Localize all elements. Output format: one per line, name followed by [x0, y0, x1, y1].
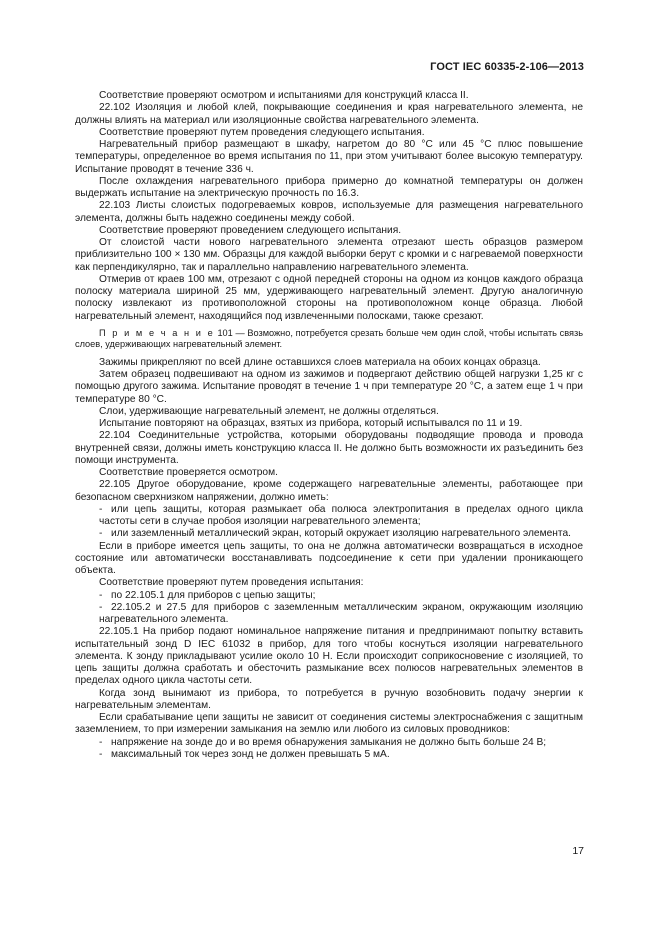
paragraph: Соответствие проверяют путем проведения следующего испытания. [99, 126, 425, 138]
dash-marker: - [99, 748, 103, 760]
dash-marker: - [99, 601, 103, 613]
list-item [75, 590, 583, 602]
list-item-text: напряжение на зонде до и во время обнаружения замыкания не должно быть больше 24 В; [111, 736, 547, 748]
list-item [75, 602, 583, 627]
list-item-text: или цепь защиты, которая размыкает оба полюса электропитания в пределах одного цикла частоты сети в случае пробоя изоляции нагревательного элемента; [99, 503, 583, 527]
paragraph: Отмерив от краев 100 мм, отрезают с одной передней стороны на одном из концов каждого образца полоску материала шириной 25 мм, удерживающего нагревательный элемент. Другую аналогичную полоску извлекают из противоположной стороны на противоположном конце образца. Любой нагревательный элемент, находящийся под извлеченными полосками, также срезают. [75, 273, 583, 322]
list-item-text: по 22.105.1 для приборов с цепью защиты; [111, 589, 316, 601]
list-item [75, 528, 583, 540]
paragraph: Затем образец подвешивают на одном из зажимов и подвергают действию общей нагрузки 1,25 кг с помощью другого зажима. Испытание проводят в течение 1 ч при температуре 20 °С, а затем еще 1 ч при температуре 80 °С. [75, 369, 583, 405]
paragraph: Если срабатывание цепи защиты не зависит от соединения системы электроснабжения с защитным заземлением, то при измерении замыкания на землю или любого из силовых проводников: [75, 712, 583, 736]
dash-marker: - [99, 736, 103, 748]
document-header: ГОСТ IEC 60335-2-106—2013 [430, 61, 584, 73]
paragraph: От слоистой части нового нагревательного элемента отрезают шесть образцов размером приблизительно 100 × 130 мм. Образцы для каждой выборки берут с кромки и с нагреваемой поверхности как перпендикулярно, так и параллельно направлению нагревательного элемента. [75, 237, 583, 273]
paragraph: 22.105 Другое оборудование, кроме содержащего нагревательные элементы, работающее при безопасном сверхнизком напряжении, должно иметь: [75, 479, 583, 503]
paragraph: 22.103 Листы слоистых подогреваемых ковров, используемые для размещения нагревательного элемента, должны быть надежно соединены между собой. [75, 200, 583, 224]
paragraph: Слои, удерживающие нагревательный элемент, не должны отделяться. [99, 405, 439, 417]
page-number: 17 [572, 845, 584, 857]
paragraph: Соответствие проверяется осмотром. [99, 467, 278, 478]
paragraph: Когда зонд вынимают из прибора, то потребуется в ручную возобновить подачу энергии к нагревательным элементам. [75, 687, 583, 711]
list-item-text: 22.105.2 и 27.5 для приборов с заземленным металлическим экраном, окружающим изоляцию нагревательного элемента. [99, 601, 583, 625]
paragraph: Если в приборе имеется цепь защиты, то она не должна автоматически возвращаться в исходное состояние или автоматически восстанавливать подсоединение к сети при удалении проникающего объекта. [75, 540, 583, 576]
list-item-text: максимальный ток через зонд не должен превышать 5 мА. [111, 748, 390, 760]
paragraph: 22.105.1 На прибор подают номинальное напряжение питания и предпринимают попытку вставить испытательный зонд D IEC 61032 в прибор, для того чтобы коснуться изоляции нагревательного элемента. К зонду прикладывают усилие около 10 Н. Если происходит соприкосновение с изоляцией, то цепь защиты должна сработать и обесточить размыкание всех полюсов нагревательных элементов в пределах одного цикла частоты сети. [75, 626, 583, 687]
paragraph: Испытание повторяют на образцах, взятых из прибора, который испытывался по 11 и 19. [99, 418, 523, 429]
paragraph: Соответствие проверяют осмотром и испытаниями для конструкций класса II. [99, 90, 469, 101]
paragraph: Соответствие проверяют проведением следующего испытания. [99, 224, 402, 236]
dash-marker: - [99, 528, 103, 540]
list-item-text: или заземленный металлический экран, который окружает изоляцию нагревательного элемента. [111, 528, 571, 540]
note [75, 328, 583, 351]
document-body [75, 90, 583, 761]
paragraph: Соответствие проверяют путем проведения испытания: [99, 577, 364, 589]
paragraph: 22.102 Изоляция и любой клей, покрывающие соединения и края нагревательного элемента, не должны влиять на материал или изоляционные свойства нагревательного элемента. [75, 102, 583, 126]
note-label: П р и м е ч а н и е [99, 327, 215, 338]
dash-marker: - [99, 589, 103, 601]
dash-marker: - [99, 503, 103, 515]
list-item [75, 737, 583, 749]
paragraph: После охлаждения нагревательного прибора примерно до комнатной температуры он должен выдержать испытание на электрическую прочность по 16.3. [75, 175, 583, 199]
list-item [75, 504, 583, 529]
paragraph: Нагревательный прибор размещают в шкафу, нагретом до 80 °С или 45 °С плюс повышение температуры, определенное во время испытания по 11, при этом учитывают более высокую температуру. Испытание проводят в течение 336 ч. [75, 139, 583, 175]
note-text: 101 — Возможно, потребуется срезать больше чем один слой, чтобы испытать связь слоев, удерживающих нагревательный элемент. [75, 327, 583, 350]
paragraph: 22.104 Соединительные устройства, которыми оборудованы подводящие провода и провода внутренней связи, должны иметь конструкцию класса II. Не должно быть возможности их разъединить без помощи инструмента. [75, 430, 583, 466]
list-item [75, 749, 583, 761]
paragraph: Зажимы прикрепляют по всей длине оставшихся слоев материала на обоих концах образца. [99, 356, 541, 368]
